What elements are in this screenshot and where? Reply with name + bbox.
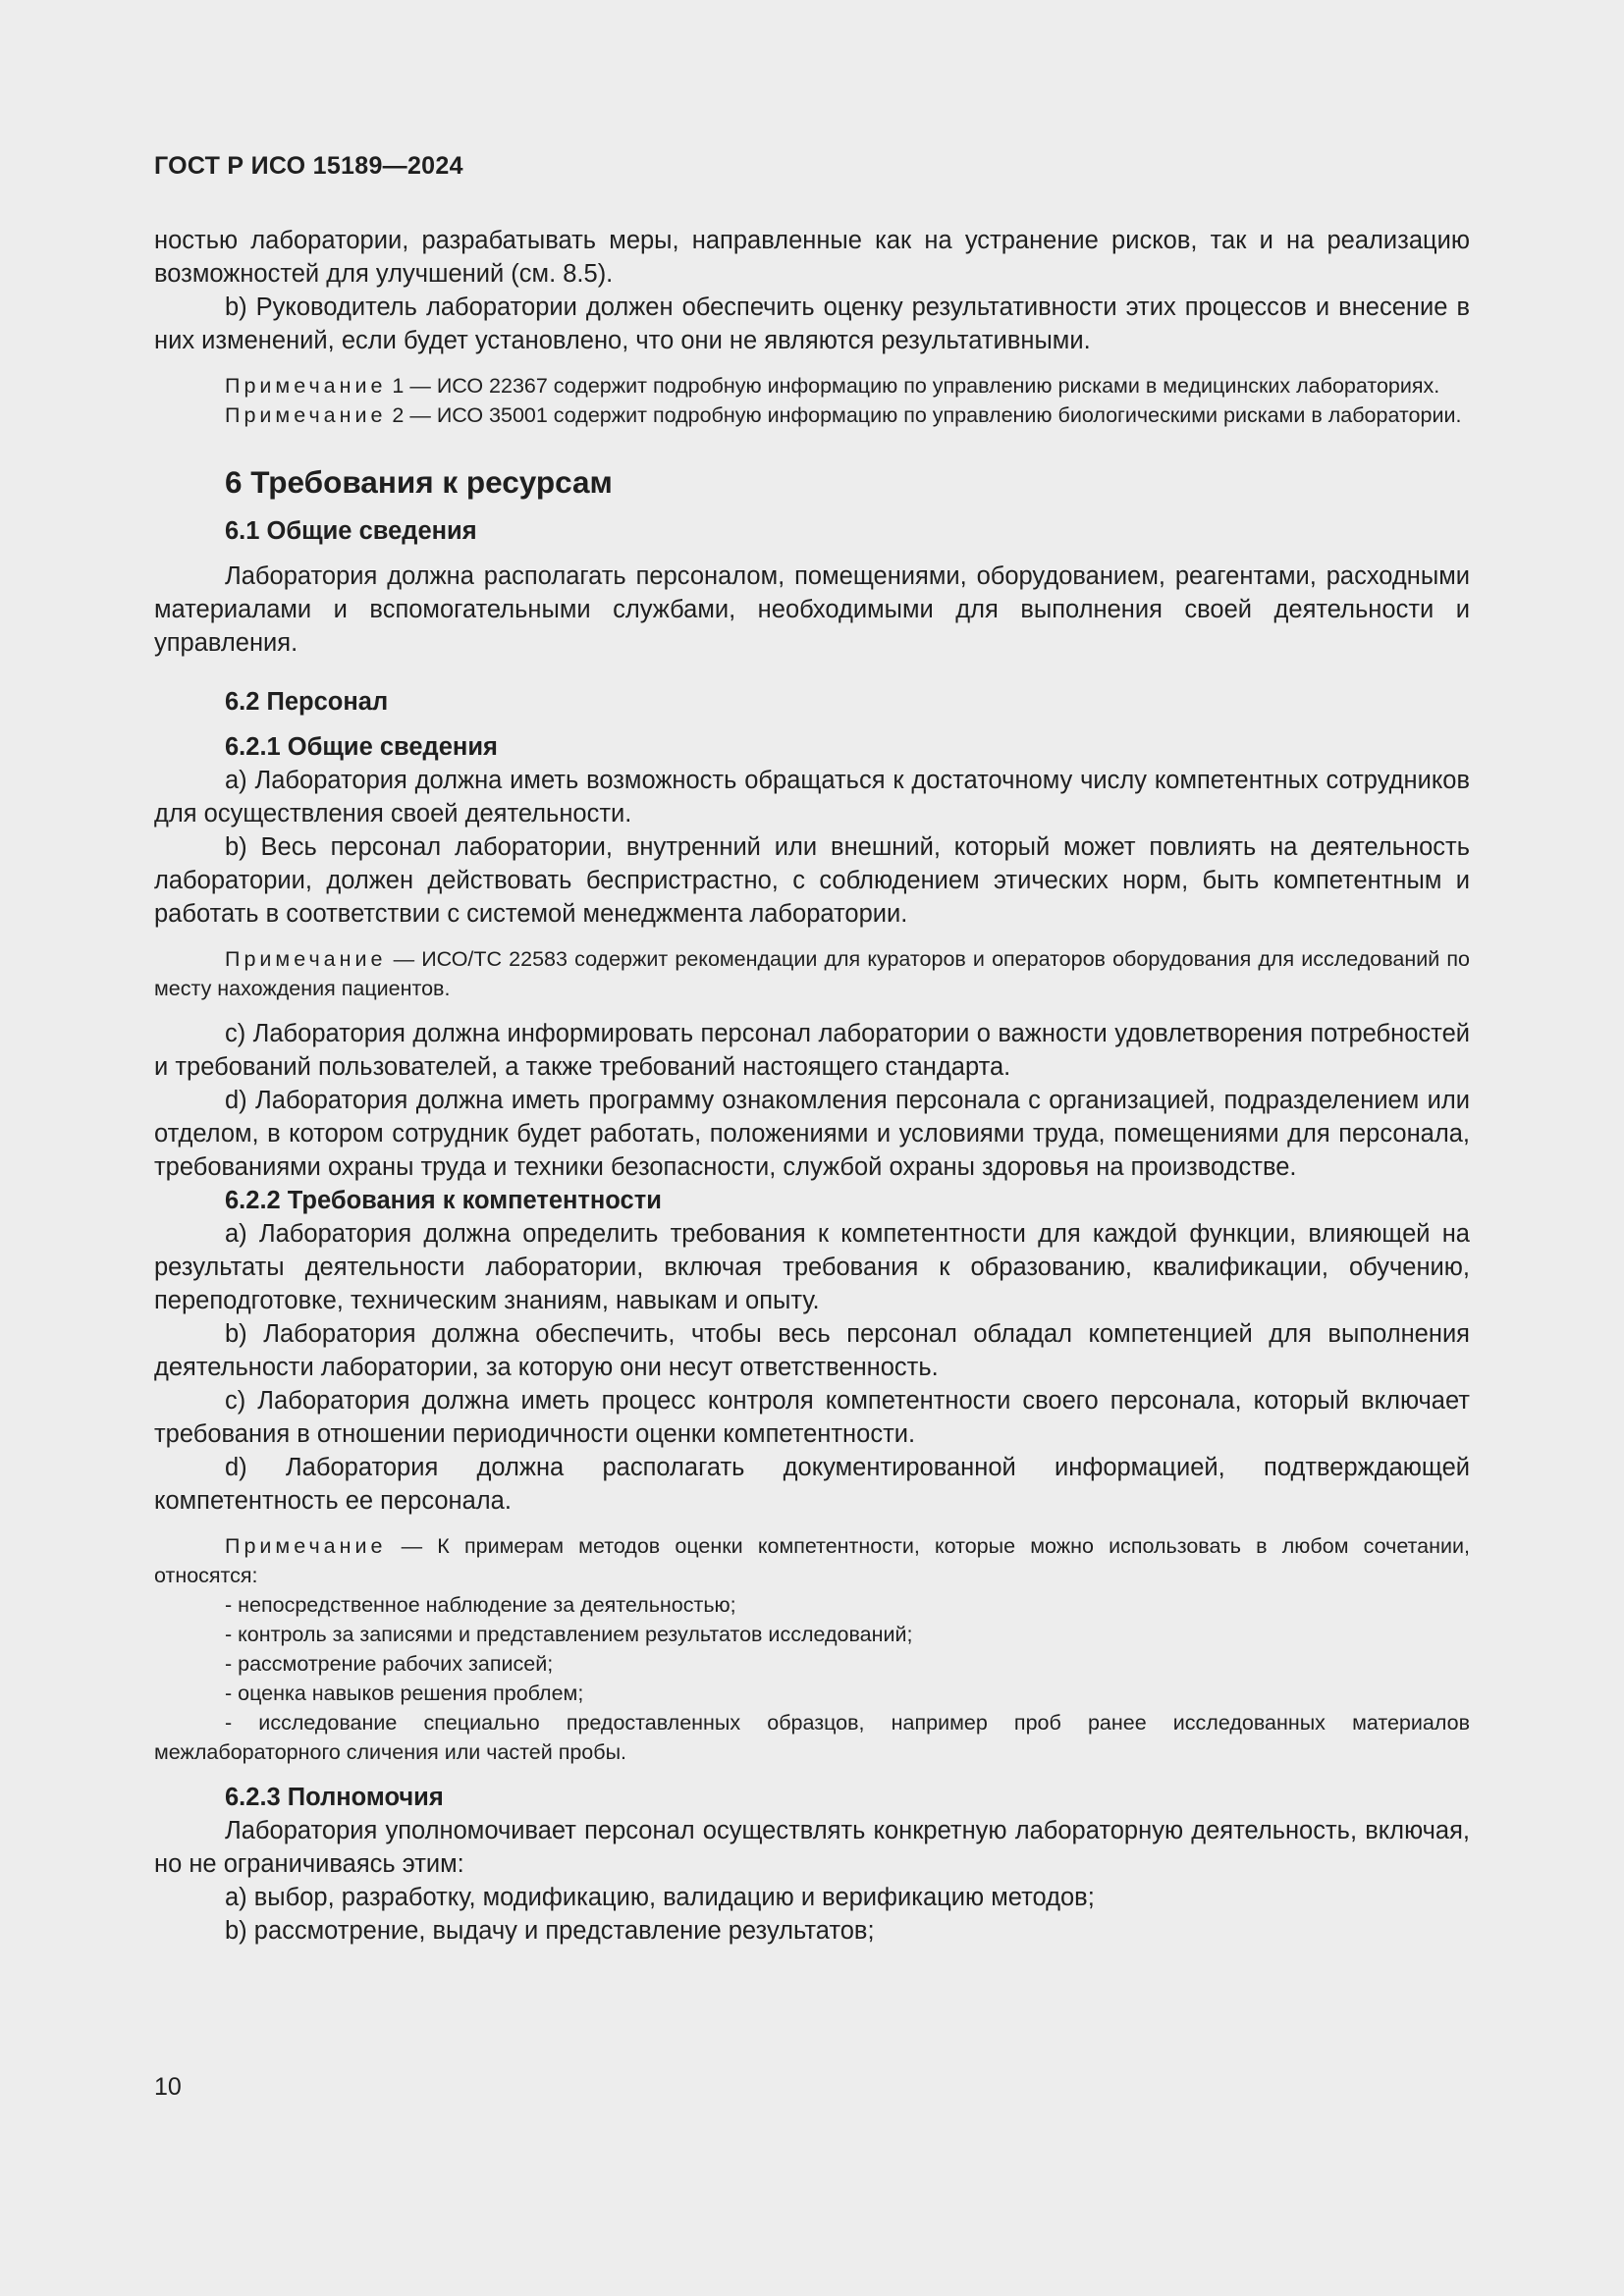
paragraph-6-2-1-a: a) Лаборатория должна иметь возможность обращаться к достаточному числу компетентных сотрудников для осуществления своей деятельности. [154, 767, 1470, 828]
paragraph-6-2-3: Лаборатория уполномочивает персонал осуществлять конкретную лабораторную деятельность, включая, но не ограничиваясь этим: [154, 1817, 1470, 1878]
note-list-item: - контроль за записями и представлением результатов исследований; [225, 1623, 913, 1646]
note-label: Примечание [225, 403, 387, 427]
paragraph-6-2-1-b: b) Весь персонал лаборатории, внутренний или внешний, который может повлиять на деятельность лаборатории, должен действовать беспристрастно, с соблюдением этических норм, быть компетентным и работать в соответствии с системой менеджмента лаборатории. [154, 833, 1470, 928]
note-text: 2 — ИСО 35001 содержит подробную информацию по управлению биологическими рисками в лаборатории. [386, 403, 1462, 427]
note-list-item: - рассмотрение рабочих записей; [225, 1652, 554, 1676]
paragraph-6-1: Лаборатория должна располагать персоналом, помещениями, оборудованием, реагентами, расходными материалами и вспомогательными службами, необходимыми для выполнения своей деятельности и управления. [154, 562, 1470, 657]
note-text: 1 — ИСО 22367 содержит подробную информацию по управлению рисками в медицинских лабораториях. [386, 374, 1440, 398]
paragraph-6-2-3-a: a) выбор, разработку, модификацию, валидацию и верификацию методов; [225, 1884, 1095, 1911]
note-label: Примечание [225, 374, 387, 398]
paragraph-6-2-2-b: b) Лаборатория должна обеспечить, чтобы весь персонал обладал компетенцией для выполнения деятельности лаборатории, за которую они несут ответственность. [154, 1320, 1470, 1381]
section-heading-6: 6 Требования к ресурсам [225, 464, 613, 500]
section-heading-6-1: 6.1 Общие сведения [225, 517, 477, 545]
note-label: Примечание [225, 1534, 387, 1558]
note-text: — К примерам методов оценки компетентности, которые можно использовать в любом сочетании, относятся: [154, 1534, 1470, 1587]
note-3 [154, 944, 1470, 1003]
note-list-item: - непосредственное наблюдение за деятельностью; [225, 1593, 736, 1617]
paragraph-6-2-1-c: c) Лаборатория должна информировать персонал лаборатории о важности удовлетворения потребностей и требований пользователей, а также требований настоящего стандарта. [154, 1020, 1470, 1081]
paragraph-6-2-1-d: d) Лаборатория должна иметь программу ознакомления персонала с организацией, подразделением или отделом, в котором сотрудник будет работать, положениями и условиями труда, помещениями для персонала, требованиями охраны труда и техники безопасности, службой охраны здоровья на производстве. [154, 1087, 1470, 1181]
paragraph-item-b: b) Руководитель лаборатории должен обеспечить оценку результативности этих процессов и внесение в них изменений, если будет установлено, что они не являются результативными. [154, 294, 1470, 354]
document-header: ГОСТ Р ИСО 15189—2024 [154, 152, 463, 180]
note-list-item: - исследование специально предоставленных образцов, например проб ранее исследованных материалов межлабораторного сличения или частей пробы. [154, 1711, 1470, 1764]
note-2 [154, 400, 1470, 430]
page-number: 10 [154, 2073, 182, 2101]
paragraph-6-2-2-a: a) Лаборатория должна определить требования к компетентности для каждой функции, влияющей на результаты деятельности лаборатории, включая требования к образованию, квалификации, обучению, переподготовке, техническим знаниям, навыкам и опыту. [154, 1220, 1470, 1314]
note-4 [154, 1531, 1470, 1590]
section-heading-6-2-3: 6.2.3 Полномочия [225, 1784, 444, 1811]
paragraph-6-2-3-b: b) рассмотрение, выдачу и представление результатов; [225, 1917, 875, 1945]
note-1 [154, 371, 1470, 400]
note-text: — ИСО/ТС 22583 содержит рекомендации для кураторов и операторов оборудования для исследований по месту нахождения пациентов. [154, 947, 1470, 1000]
document-body [154, 224, 1470, 1948]
section-heading-6-2-2: 6.2.2 Требования к компетентности [225, 1187, 662, 1214]
paragraph-6-2-2-d: d) Лаборатория должна располагать документированной информацией, подтверждающей компетентность ее персонала. [154, 1454, 1470, 1515]
note-label: Примечание [225, 947, 387, 971]
note-list-item: - оценка навыков решения проблем; [225, 1682, 584, 1705]
paragraph-continuation: ностью лаборатории, разрабатывать меры, направленные как на устранение рисков, так и на реализацию возможностей для улучшений (см. 8.5). [154, 227, 1470, 288]
paragraph-6-2-2-c: c) Лаборатория должна иметь процесс контроля компетентности своего персонала, который включает требования в отношении периодичности оценки компетентности. [154, 1387, 1470, 1448]
section-heading-6-2: 6.2 Персонал [225, 688, 389, 716]
section-heading-6-2-1: 6.2.1 Общие сведения [225, 733, 498, 761]
